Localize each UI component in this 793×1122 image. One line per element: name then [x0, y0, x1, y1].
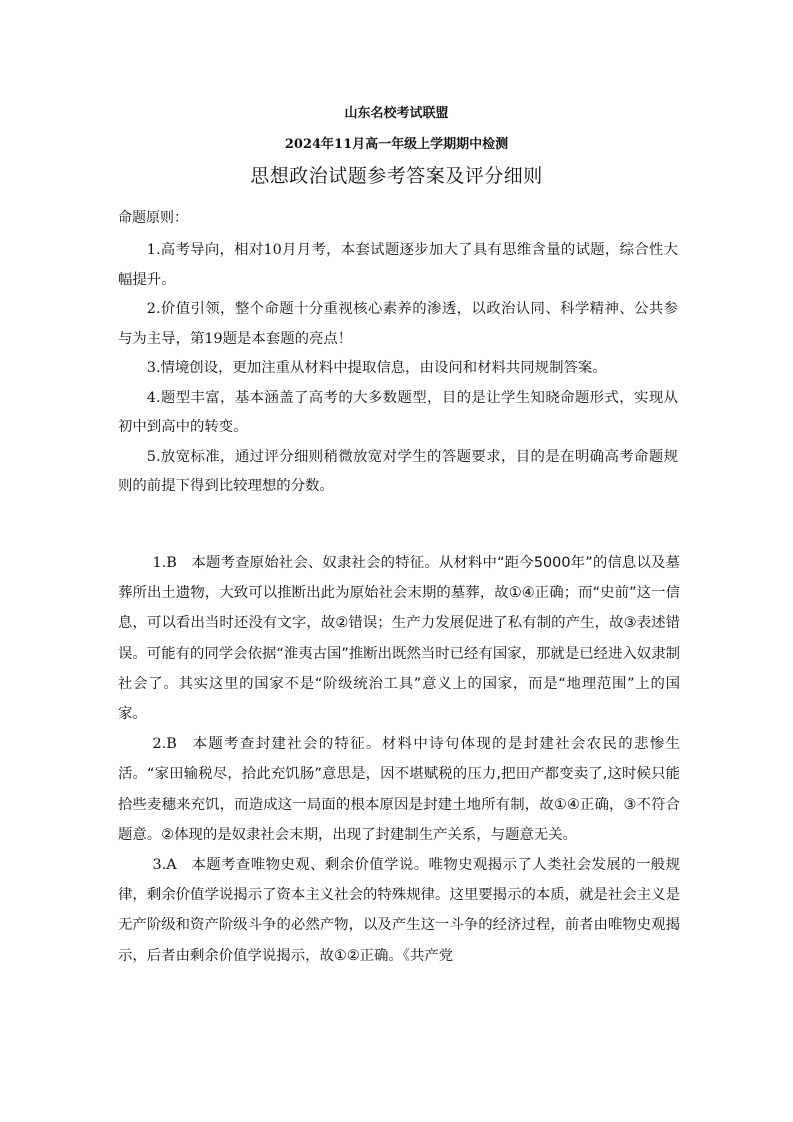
answers-list [118, 548, 680, 971]
answer-number: 1.B [152, 555, 177, 571]
document-title: 思想政治试题参考答案及评分细则 [250, 165, 543, 187]
principle-item: 4.题型丰富，基本涵盖了高考的大多数题型，目的是让学生知晓命题形式，实现从初中到高中的转变。 [118, 389, 678, 435]
answer-explanation: 本题考查唯物史观、剩余价值学说。唯物史观揭示了人类社会发展的一般规律，剩余价值学说揭示了资本主义社会的特殊规律。这里要揭示的本质，就是社会主义是无产阶级和资产阶级斗争的必然产物，以及产生这一斗争的经济过程，前者由唯物史观揭示，后者由剩余价值学说揭示，故①②正确。《共产党 [118, 857, 680, 964]
principle-item: 2.价值引领，整个命题十分重视核心素养的渗透，以政治认同、科学精神、公共参与为主导，第19题是本套题的亮点！ [118, 301, 678, 347]
answer-item [118, 850, 680, 971]
principles-label: 命题原则： [118, 210, 188, 226]
principle-item: 3.情境创设，更加注重从材料中提取信息，由设问和材料共同规制答案。 [146, 360, 607, 376]
principles-list [118, 236, 678, 502]
exam-name: 2024年11月高一年级上学期期中检测 [284, 137, 509, 152]
answer-number: 3.A [152, 857, 177, 874]
answer-number: 2.B [152, 736, 177, 753]
principle-item: 1.高考导向，相对10月月考，本套试题逐步加大了具有思维含量的试题，综合性大幅提升。 [118, 242, 678, 288]
answer-explanation: 本题考查封建社会的特征。材料中诗句体现的是封建社会农民的悲惨生活。“家田输税尽，拾此充饥肠”意思是，因不堪赋税的压力,把田产都变卖了,这时候只能拾些麦穗来充饥，而造成这一局面的根本原因是封建土地所有制，故①④正确，③不符合题意。②体现的是奴隶社会末期，出现了封建制生产关系，与题意无关。 [118, 736, 680, 843]
answer-item [118, 729, 680, 850]
org-name: 山东名校考试联盟 [344, 106, 449, 121]
principle-item: 5.放宽标准，通过评分细则稍微放宽对学生的答题要求，目的是在明确高考命题规则的前提下得到比较理想的分数。 [118, 448, 678, 494]
answer-item [118, 548, 680, 729]
answer-explanation: 本题考查原始社会、奴隶社会的特征。从材料中“距今5000年”的信息以及墓葬所出土遗物，大致可以推断出此为原始社会末期的墓葬，故①④正确；而“史前”这一信息，可以看出当时还没有文字，故②错误；生产力发展促进了私有制的产生，故③表述错误。可能有的同学会依据“淮夷古国”推断出既然当时已经有国家，那就是已经进入奴隶制社会了。其实这里的国家不是“阶级统治工具”意义上的国家，而是“地理范围”上的国家。 [118, 555, 680, 723]
